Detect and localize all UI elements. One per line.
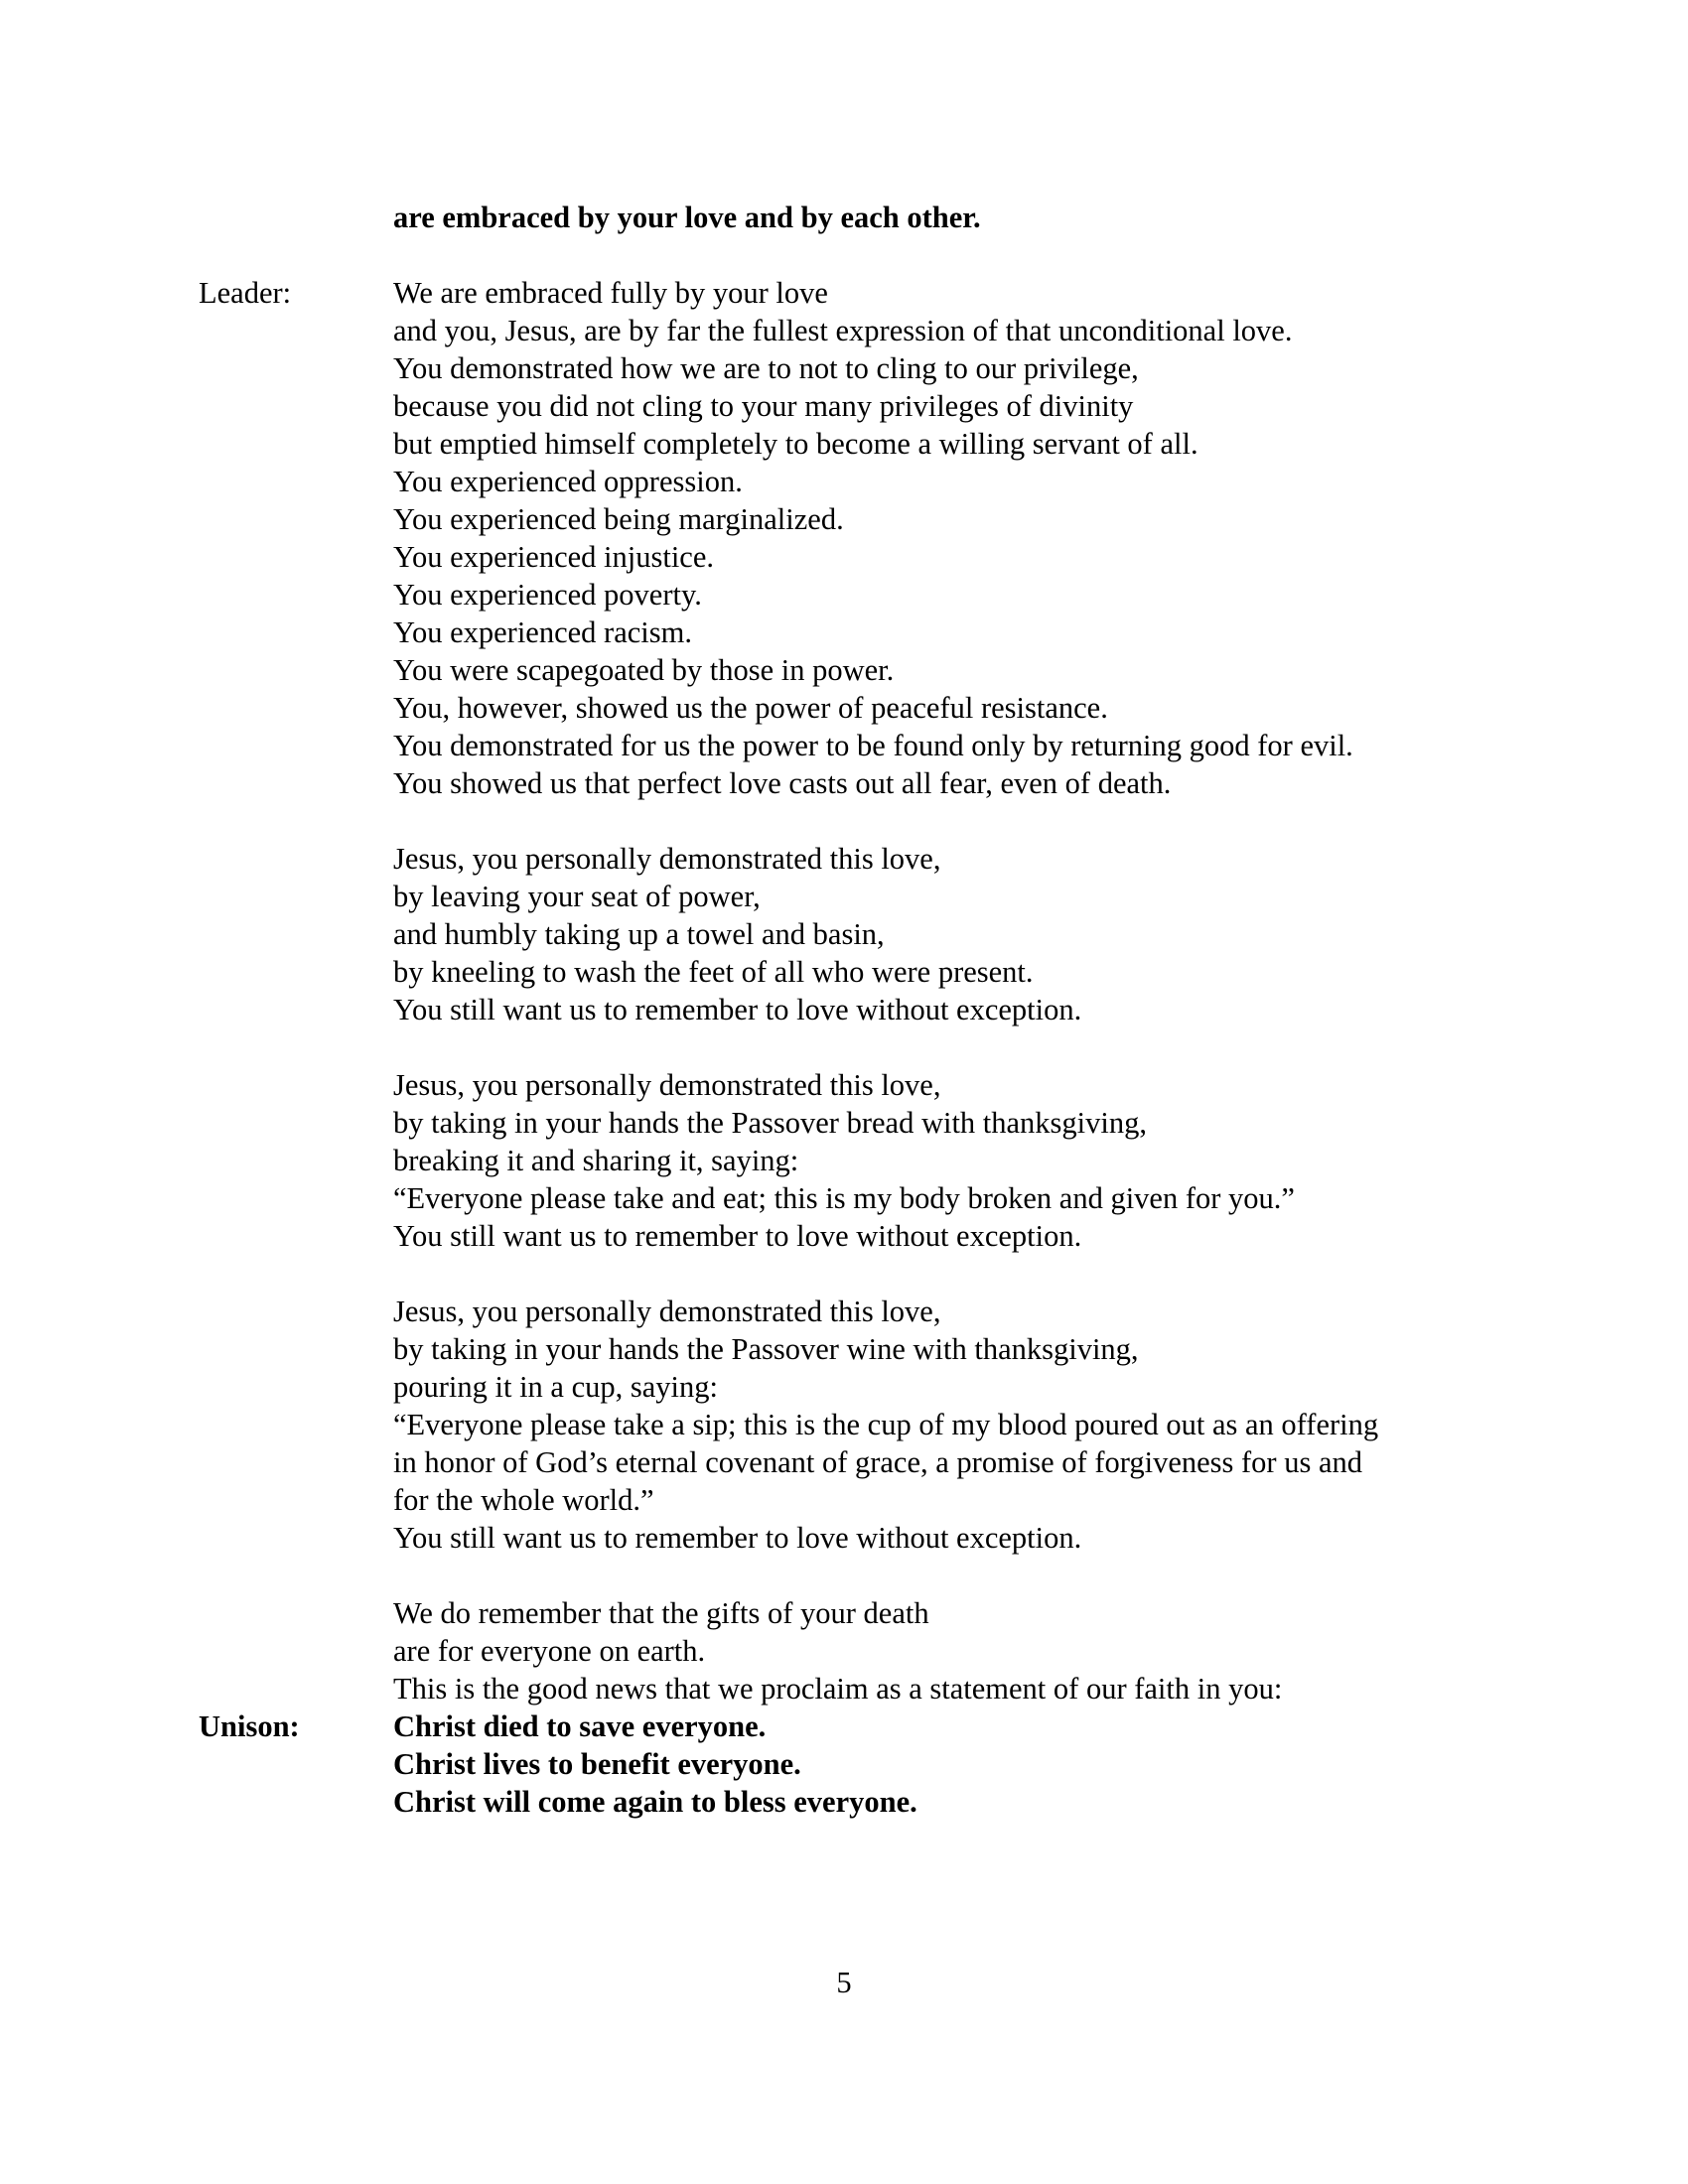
text-line: Christ lives to benefit everyone. xyxy=(393,1747,801,1781)
text-line: You showed us that perfect love casts out all fear, even of death. xyxy=(393,766,1172,800)
text-line: and you, Jesus, are by far the fullest expression of that unconditional love. xyxy=(393,314,1293,347)
text-line: We do remember that the gifts of your death xyxy=(393,1596,929,1630)
text-line: Jesus, you personally demonstrated this love, xyxy=(393,842,941,876)
text-line: You demonstrated for us the power to be found only by returning good for evil. xyxy=(393,729,1353,762)
leader-label: Leader: xyxy=(199,276,292,310)
text-line: breaking it and sharing it, saying: xyxy=(393,1144,799,1177)
page-number: 5 xyxy=(836,1966,852,1999)
text-line: by taking in your hands the Passover bread with thanksgiving, xyxy=(393,1106,1148,1140)
text-line: pouring it in a cup, saying: xyxy=(393,1370,718,1404)
text-line: You experienced racism. xyxy=(393,615,692,649)
text-line: You, however, showed us the power of peaceful resistance. xyxy=(393,691,1108,725)
text-line: You still want us to remember to love without exception. xyxy=(393,993,1082,1026)
text-line: Jesus, you personally demonstrated this love, xyxy=(393,1295,941,1328)
opening-line: are embraced by your love and by each other. xyxy=(393,201,981,234)
text-line: for the whole world.” xyxy=(393,1483,654,1517)
text-line: by taking in your hands the Passover wine with thanksgiving, xyxy=(393,1332,1139,1366)
text-line: Christ died to save everyone. xyxy=(393,1709,767,1743)
text-line: You experienced injustice. xyxy=(393,540,715,574)
text-line: by leaving your seat of power, xyxy=(393,880,761,913)
text-line: in honor of God’s eternal covenant of grace, a promise of forgiveness for us and xyxy=(393,1445,1362,1479)
text-line: You experienced being marginalized. xyxy=(393,502,844,536)
text-line: We are embraced fully by your love xyxy=(393,276,828,310)
text-line: You were scapegoated by those in power. xyxy=(393,653,895,687)
text-line: by kneeling to wash the feet of all who were present. xyxy=(393,955,1034,989)
text-line: You still want us to remember to love without exception. xyxy=(393,1219,1082,1253)
text-line: You demonstrated how we are to not to cling to our privilege, xyxy=(393,351,1139,385)
text-line: but emptied himself completely to become a willing servant of all. xyxy=(393,427,1198,461)
unison-label: Unison: xyxy=(199,1709,300,1743)
text-line: This is the good news that we proclaim as a statement of our faith in you: xyxy=(393,1672,1283,1706)
text-line: You experienced poverty. xyxy=(393,578,702,612)
text-line: “Everyone please take and eat; this is my body broken and given for you.” xyxy=(393,1181,1295,1215)
text-line: because you did not cling to your many privileges of divinity xyxy=(393,389,1134,423)
text-line: and humbly taking up a towel and basin, xyxy=(393,917,885,951)
text-line: You experienced oppression. xyxy=(393,465,743,498)
text-line: Christ will come again to bless everyone. xyxy=(393,1785,917,1819)
text-line: Jesus, you personally demonstrated this love, xyxy=(393,1068,941,1102)
text-line: “Everyone please take a sip; this is the cup of my blood poured out as an offering xyxy=(393,1408,1379,1441)
text-line: You still want us to remember to love without exception. xyxy=(393,1521,1082,1555)
text-line: are for everyone on earth. xyxy=(393,1634,706,1668)
